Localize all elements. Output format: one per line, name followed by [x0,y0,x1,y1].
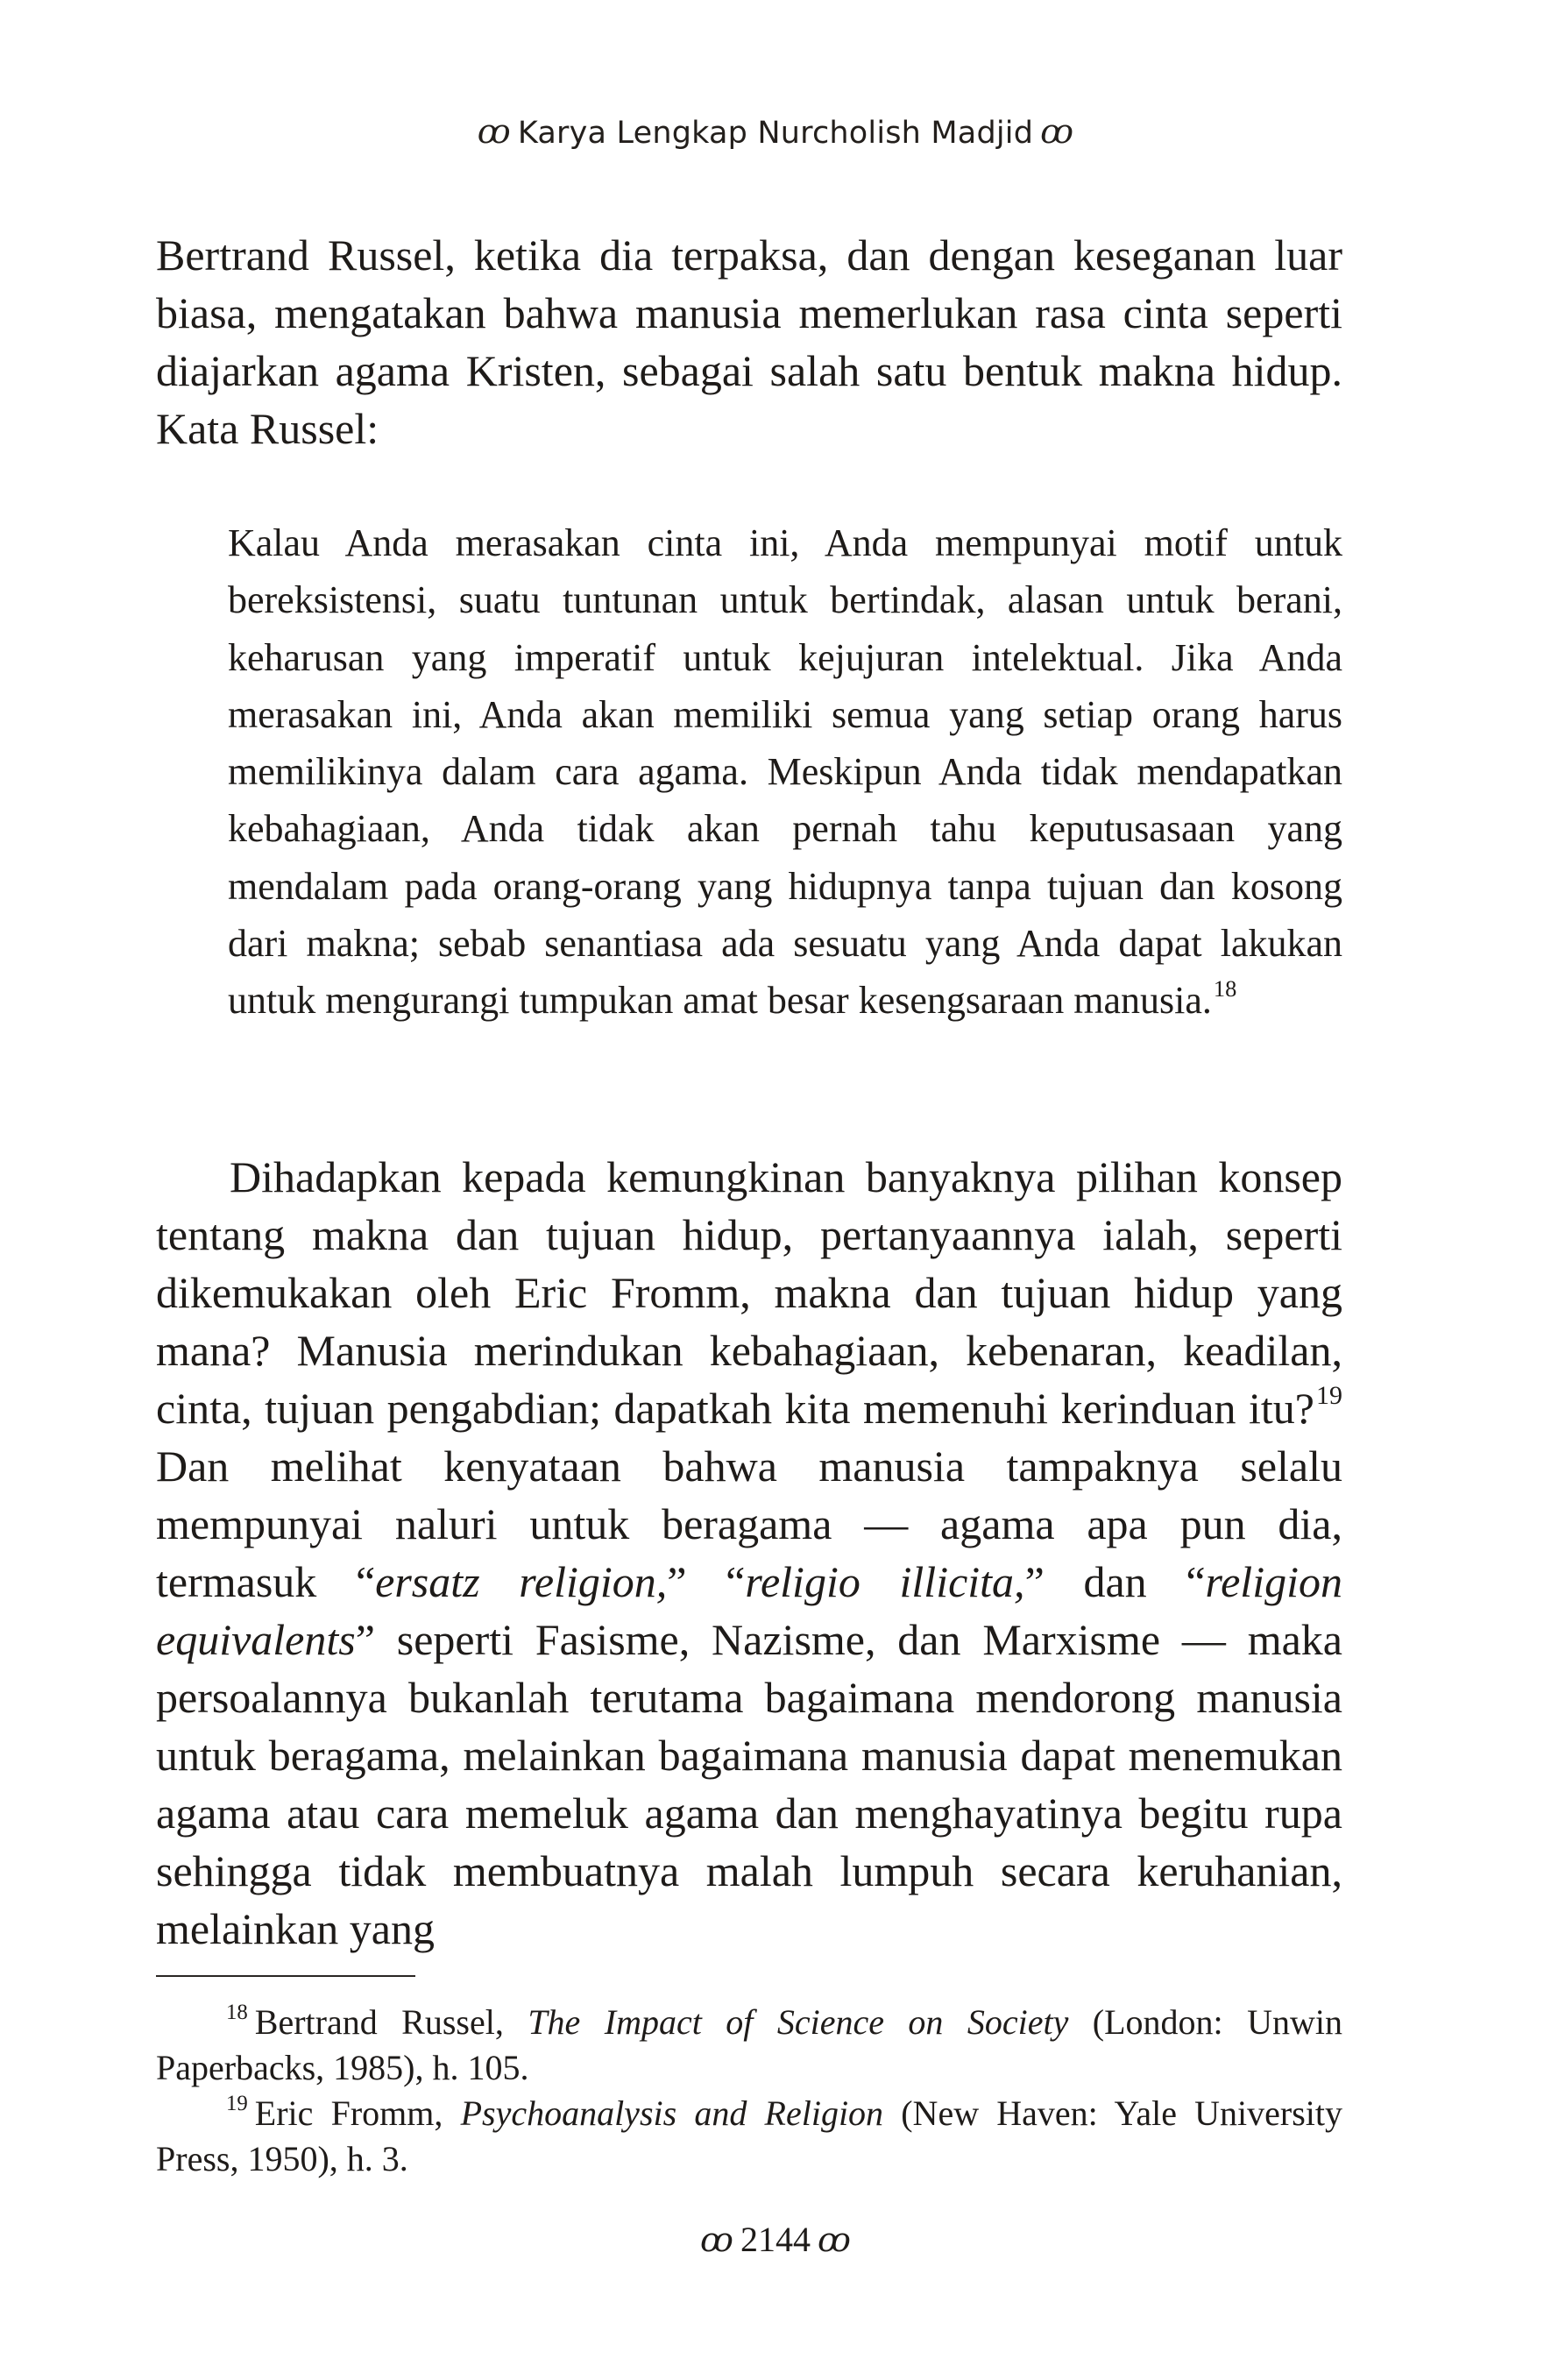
footnote-18 [156,2000,1342,2091]
running-header [0,112,1551,151]
footnote-book-title: Psychoanalysis and Religion [460,2093,884,2133]
paragraph-2 [156,1148,1342,1958]
footnote-number: 19 [226,2091,248,2115]
ornament-left-icon: ꝏ [477,112,511,151]
page-number: 2144 [740,2220,811,2259]
footnote-book-title: The Impact of Science on Society [528,2002,1069,2042]
footnote-divider [156,1975,415,1977]
page-number-footer [0,2219,1551,2260]
footnote-ref-19[interactable]: 19 [1316,1380,1342,1410]
paragraph-2-part-1: Dihadapkan kepada kemungkinan banyaknya pilihan konsep tentang makna dan tujuan hidup, pertanyaannya ialah, seperti dikemukakan oleh Eric Fromm, makna dan tujuan hidup yang mana? Manusia merindukan kebahagiaan, kebenaran, keadilan, cinta, tujuan pengabdian; dapatkah kita memenuhi kerinduan itu? [156,1152,1342,1433]
ornament-right-icon: ꝏ [1040,112,1074,151]
italic-term-religio: religio illicita, [745,1557,1025,1606]
paragraph-2-part-3: ” “ [667,1557,746,1606]
paragraph-1 [156,226,1342,457]
footnote-ref-18[interactable]: 18 [1213,974,1237,1002]
paragraph-2-part-2: Dan melihat kenyataan bahwa manusia tampaknya selalu mempunyai naluri untuk beragama — agama apa pun dia, termasuk “ [156,1441,1342,1606]
footnote-number: 18 [226,2000,248,2024]
footnote-publication: (London: Unwin Paperbacks, 1985), h. 105. [156,2002,1342,2087]
footnotes [156,2000,1342,2182]
paragraph-1-text: Bertrand Russel, ketika dia terpaksa, dan dengan keseganan luar biasa, mengatakan bahwa manusia memerlukan rasa cinta seperti diajarkan agama Kristen, sebagai salah satu bentuk makna hidup. Kata Russel: [156,230,1342,453]
footnote-publication: (New Haven: Yale University Press, 1950), h. 3. [156,2093,1342,2178]
footnote-author: Eric Fromm, [254,2093,461,2133]
ornament-left-icon: ꝏ [700,2221,733,2259]
block-quote [228,514,1342,1030]
paragraph-2-part-5: ” seperti Fasisme, Nazisme, dan Marxisme — maka persoalannya bukanlah terutama bagaimana mendorong manusia untuk beragama, melainkan bagaimana manusia dapat menemukan agama atau cara memeluk agama dan menghayatinya begitu rupa sehingga tidak membuatnya malah lumpuh secara keruhanian, melainkan yang [156,1615,1342,1953]
italic-term-ersatz: ersatz religion, [375,1557,668,1606]
paragraph-2-part-4: ” dan “ [1024,1557,1206,1606]
footnote-author: Bertrand Russel, [254,2002,528,2042]
italic-term-equivalents: religion equivalents [156,1557,1342,1664]
footnote-19 [156,2091,1342,2182]
block-quote-text: Kalau Anda merasakan cinta ini, Anda mempunyai motif untuk bereksistensi, suatu tuntunan untuk bertindak, alasan untuk berani, keharusan yang imperatif untuk kejujuran intelektual. Jika Anda merasakan ini, Anda akan memiliki semua yang setiap orang harus memilikinya dalam cara agama. Meskipun Anda tidak mendapatkan kebahagiaan, Anda tidak akan pernah tahu keputusasaan yang mendalam pada orang-orang yang hidupnya tanpa tujuan dan kosong dari makna; sebab senantiasa ada sesuatu yang Anda dapat lakukan untuk mengurangi tumpukan amat besar kesengsaraan manusia. [228,521,1342,1023]
running-header-title: Karya Lengkap Nurcholish Madjid [517,116,1034,151]
ornament-right-icon: ꝏ [818,2221,851,2259]
